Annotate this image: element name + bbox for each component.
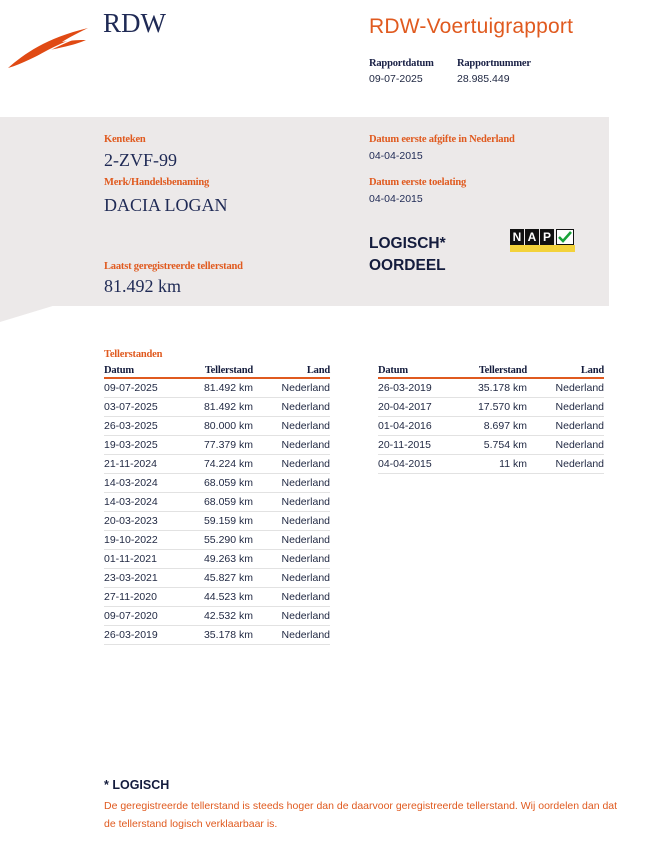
- cell-date: 01-04-2016: [378, 417, 458, 436]
- footer-title: * LOGISCH: [104, 778, 170, 792]
- header-date: Datum: [378, 364, 458, 378]
- cell-country: Nederland: [253, 436, 330, 455]
- table-row: [104, 588, 330, 607]
- table-row: [104, 493, 330, 512]
- first-nl-value: 04-04-2015: [369, 150, 423, 162]
- cell-date: 19-10-2022: [104, 531, 184, 550]
- report-number: 28.985.449: [457, 73, 510, 85]
- header-km: Tellerstand: [458, 364, 527, 378]
- table-row: [378, 436, 604, 455]
- make-label: Merk/Handelsbenaming: [104, 177, 210, 188]
- table-row: [104, 398, 330, 417]
- table-row: [378, 455, 604, 474]
- cell-km: 8.697 km: [458, 417, 527, 436]
- first-nl-label: Datum eerste afgifte in Nederland: [369, 134, 515, 145]
- cell-date: 14-03-2024: [104, 493, 184, 512]
- plate-label: Kenteken: [104, 134, 146, 145]
- cell-km: 17.570 km: [458, 398, 527, 417]
- table-row: [104, 550, 330, 569]
- plate-value: 2-ZVF-99: [104, 150, 177, 170]
- report-number-label: Rapportnummer: [457, 58, 531, 69]
- header-date: Datum: [104, 364, 184, 378]
- rdw-logo-icon: [6, 24, 90, 70]
- panel-tail: [0, 305, 56, 322]
- table-row: [104, 531, 330, 550]
- table-row: [104, 569, 330, 588]
- cell-date: 20-11-2015: [378, 436, 458, 455]
- cell-country: Nederland: [253, 417, 330, 436]
- cell-km: 42.532 km: [184, 607, 253, 626]
- cell-country: Nederland: [253, 455, 330, 474]
- nap-letter-n: N: [510, 229, 524, 245]
- first-admission-label: Datum eerste toelating: [369, 177, 467, 188]
- verdict: [369, 233, 446, 277]
- table-header-row: [104, 364, 330, 378]
- cell-km: 5.754 km: [458, 436, 527, 455]
- cell-km: 11 km: [458, 455, 527, 474]
- cell-date: 04-04-2015: [378, 455, 458, 474]
- table-row: [104, 607, 330, 626]
- cell-date: 26-03-2025: [104, 417, 184, 436]
- cell-km: 45.827 km: [184, 569, 253, 588]
- readings-title: Tellerstanden: [104, 349, 163, 360]
- cell-km: 81.492 km: [184, 398, 253, 417]
- nap-logo: [510, 229, 575, 253]
- cell-km: 35.178 km: [184, 626, 253, 645]
- cell-country: Nederland: [253, 378, 330, 398]
- cell-date: 14-03-2024: [104, 474, 184, 493]
- cell-km: 68.059 km: [184, 493, 253, 512]
- cell-km: 49.263 km: [184, 550, 253, 569]
- cell-country: Nederland: [527, 455, 604, 474]
- cell-date: 09-07-2025: [104, 378, 184, 398]
- cell-km: 44.523 km: [184, 588, 253, 607]
- cell-km: 59.159 km: [184, 512, 253, 531]
- readings-table-left: [104, 364, 330, 645]
- cell-km: 74.224 km: [184, 455, 253, 474]
- cell-km: 68.059 km: [184, 474, 253, 493]
- cell-km: 77.379 km: [184, 436, 253, 455]
- verdict-line2: OORDEEL: [369, 257, 446, 274]
- cell-date: 20-03-2023: [104, 512, 184, 531]
- last-reading-label: Laatst geregistreerde tellerstand: [104, 261, 243, 272]
- cell-country: Nederland: [253, 512, 330, 531]
- cell-country: Nederland: [253, 474, 330, 493]
- brand-name: RDW: [103, 8, 166, 38]
- check-icon: [556, 229, 574, 245]
- cell-date: 20-04-2017: [378, 398, 458, 417]
- header-country: Land: [253, 364, 330, 378]
- cell-date: 27-11-2020: [104, 588, 184, 607]
- table-row: [378, 417, 604, 436]
- cell-country: Nederland: [253, 493, 330, 512]
- footer-text: De geregistreerde tellerstand is steeds hoger dan de daarvoor geregistreerde tellerstand. Wij oordelen dan dat de tellerstand logisch verklaarbaar is.: [104, 800, 618, 830]
- cell-date: 03-07-2025: [104, 398, 184, 417]
- nap-letter-a: A: [525, 229, 539, 245]
- report-title: RDW-Voertuigrapport: [369, 15, 574, 38]
- cell-date: 23-03-2021: [104, 569, 184, 588]
- table-row: [104, 417, 330, 436]
- table-row: [104, 626, 330, 645]
- make-value: DACIA LOGAN: [104, 195, 228, 215]
- cell-km: 81.492 km: [184, 378, 253, 398]
- cell-date: 19-03-2025: [104, 436, 184, 455]
- verdict-line1: LOGISCH*: [369, 235, 446, 252]
- cell-km: 80.000 km: [184, 417, 253, 436]
- cell-country: Nederland: [253, 550, 330, 569]
- cell-km: 35.178 km: [458, 378, 527, 398]
- cell-date: 01-11-2021: [104, 550, 184, 569]
- first-admission-value: 04-04-2015: [369, 193, 423, 205]
- report-date: 09-07-2025: [369, 73, 423, 85]
- vehicle-info-panel: [0, 117, 609, 306]
- cell-country: Nederland: [253, 569, 330, 588]
- cell-country: Nederland: [253, 531, 330, 550]
- readings-table-right: [378, 364, 604, 474]
- cell-date: 26-03-2019: [378, 378, 458, 398]
- cell-country: Nederland: [253, 398, 330, 417]
- cell-country: Nederland: [527, 417, 604, 436]
- table-row: [104, 436, 330, 455]
- report-date-label: Rapportdatum: [369, 58, 434, 69]
- cell-country: Nederland: [527, 436, 604, 455]
- cell-km: 55.290 km: [184, 531, 253, 550]
- table-row: [378, 398, 604, 417]
- cell-country: Nederland: [527, 398, 604, 417]
- table-row: [104, 378, 330, 398]
- table-row: [104, 455, 330, 474]
- cell-country: Nederland: [253, 588, 330, 607]
- table-header-row: [378, 364, 604, 378]
- table-row: [378, 378, 604, 398]
- cell-country: Nederland: [253, 626, 330, 645]
- last-reading-value: 81.492 km: [104, 276, 182, 296]
- header-country: Land: [527, 364, 604, 378]
- cell-country: Nederland: [527, 378, 604, 398]
- nap-bar: [510, 245, 575, 252]
- table-row: [104, 474, 330, 493]
- cell-date: 09-07-2020: [104, 607, 184, 626]
- header-km: Tellerstand: [184, 364, 253, 378]
- cell-date: 21-11-2024: [104, 455, 184, 474]
- table-row: [104, 512, 330, 531]
- nap-letter-p: P: [540, 229, 554, 245]
- cell-country: Nederland: [253, 607, 330, 626]
- cell-date: 26-03-2019: [104, 626, 184, 645]
